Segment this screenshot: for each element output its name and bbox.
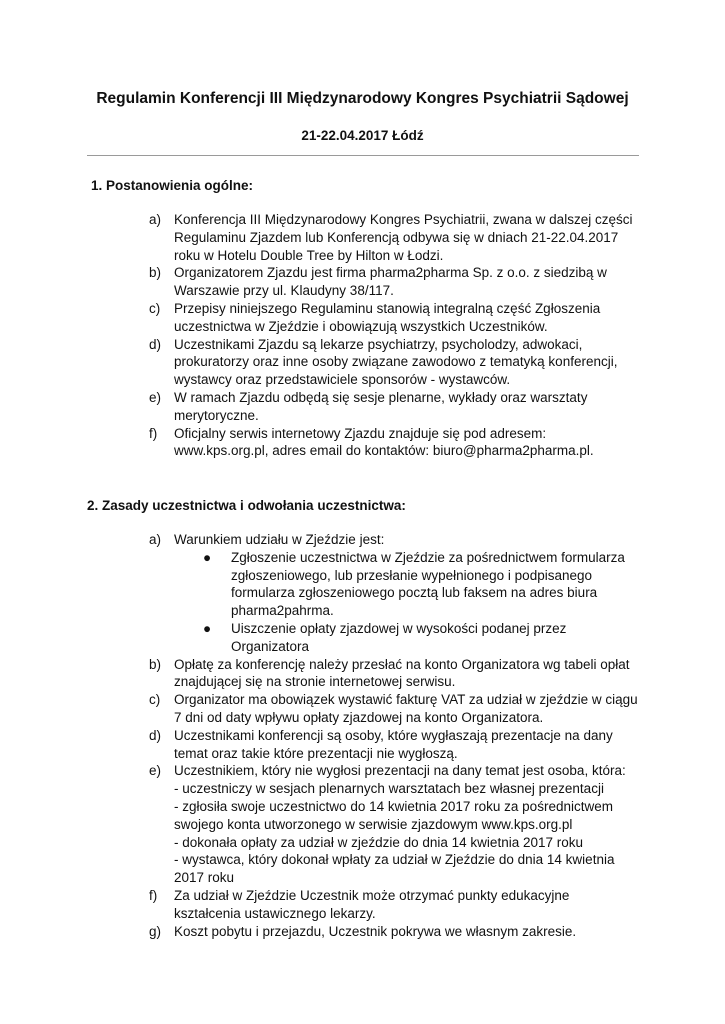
list-item [149,300,639,336]
list-item-text: Przepisy niniejszego Regulaminu stanowią integralną część Zgłoszenia uczestnictwa w Zjeździe i obowiązują wszystkich Uczestników. [174,300,601,334]
bullet-text: Zgłoszenie uczestnictwa w Zjeździe za pośrednictwem formularza zgłoszeniowego, lub przesłanie wypełnionego i podpisanego formularza zgłoszeniowego pocztą lub faksem na adres biura pharma2pahrma. [231,549,625,619]
list-item-text: Za udział w Zjeździe Uczestnik może otrzymać punkty edukacyjne kształcenia ustawicznego lekarzy. [174,887,570,921]
list-item-text: Uczestnikami Zjazdu są lekarze psychiatrzy, psycholodzy, adwokaci, prokuratorzy oraz inne osoby związane zawodowo z tematyką konferencji, wystawcy oraz przedstawiciele sponsorów - wystawców. [174,336,618,388]
section-2-heading: 2. Zasady uczestnictwa i odwołania uczestnictwa: [87,498,406,513]
list-item-text: Opłatę za konferencję należy przesłać na konto Organizatora wg tabeli opłat znajdującej się na stronie internetowej serwisu. [174,656,630,690]
list-marker: b) [149,265,162,281]
list-subline: - wystawca, który dokonał wpłaty za udział w Zjeździe do dnia 14 kwietnia 2017 roku [174,852,615,886]
list-marker: d) [149,336,162,352]
list-marker: b) [149,656,162,672]
list-item [149,762,639,887]
list-marker: a) [149,532,162,547]
document-date-location: 21-22.04.2017 Łódź [301,128,424,143]
title-divider [87,155,639,156]
list-item-text: Koszt pobytu i przejazdu, Uczestnik pokrywa we własnym zakresie. [174,923,577,939]
list-marker: d) [149,727,162,743]
list-item [149,336,639,389]
bullet-icon: ● [203,549,212,565]
section-2-list [149,531,639,940]
list-item-text: Konferencja III Międzynarodowy Kongres Psychiatrii, zwana w dalszej części Regulaminu Zjazdem lub Konferencją odbywa się w dniach 21-22.04.2017 roku w Hotelu Double Tree by Hilton w Łodzi. [174,212,633,263]
list-subline: - dokonała opłaty za udział w zjeździe do dnia 14 kwietnia 2017 roku [174,834,584,850]
list-item-text: Warunkiem udziału w Zjeździe jest: [174,532,385,547]
bullet-item [201,620,639,656]
list-item-text: Organizator ma obowiązek wystawić fakturę VAT za udział w zjeździe w ciągu 7 dni od daty wpływu opłaty zjazdowej na konto Organizatora. [174,692,638,725]
list-marker: g) [149,923,162,939]
list-item-text: W ramach Zjazdu odbędą się sesje plenarne, wykłady oraz warsztaty merytoryczne. [174,389,588,423]
list-subline: - zgłosiła swoje uczestnictwo do 14 kwietnia 2017 roku za pośrednictwem swojego konta utworzonego w serwisie zjazdowym www.kps.org.pl [174,798,613,832]
bullet-item [201,549,639,620]
list-subline: - uczestniczy w sesjach plenarnych warsztatach bez własnej prezentacji [174,781,604,797]
list-item [149,531,639,656]
list-item [149,656,639,692]
list-marker: f) [149,425,158,441]
document-title: Regulamin Konferencji III Międzynarodowy Kongres Psychiatrii Sądowej [96,90,629,107]
list-item-text: Uczestnikami konferencji są osoby, które wygłaszają prezentacje na dany temat oraz takie które prezentacji nie wygłoszą. [174,727,613,761]
list-item [149,425,639,461]
list-item [149,727,639,763]
bullet-text: Uiszczenie opłaty zjazdowej w wysokości podanej przez Organizatora [231,620,567,654]
list-item [149,691,639,727]
list-item [149,211,639,264]
bullet-list [174,549,639,656]
section-1-list [149,211,639,460]
section-1-heading: 1. Postanowienia ogólne: [91,178,254,193]
list-marker: a) [149,212,162,227]
list-marker: e) [149,389,162,405]
list-marker: f) [149,887,158,903]
list-item [149,264,639,300]
list-item-text: Oficjalny serwis internetowy Zjazdu znajduje się pod adresem: www.kps.org.pl, adres email do kontaktów: biuro@pharma2pharma.pl. [174,425,594,459]
list-item-text: Organizatorem Zjazdu jest firma pharma2pharma Sp. z o.o. z siedzibą w Warszawie przy ul. Klaudyny 38/117. [174,265,607,299]
list-marker: e) [149,763,162,779]
list-item [149,923,639,941]
list-item-text: Uczestnikiem, który nie wygłosi prezentacji na dany temat jest osoba, która: [174,763,626,779]
list-marker: c) [149,692,161,708]
list-item [149,887,639,923]
list-marker: c) [149,300,161,316]
list-item [149,389,639,425]
bullet-icon: ● [203,620,212,636]
